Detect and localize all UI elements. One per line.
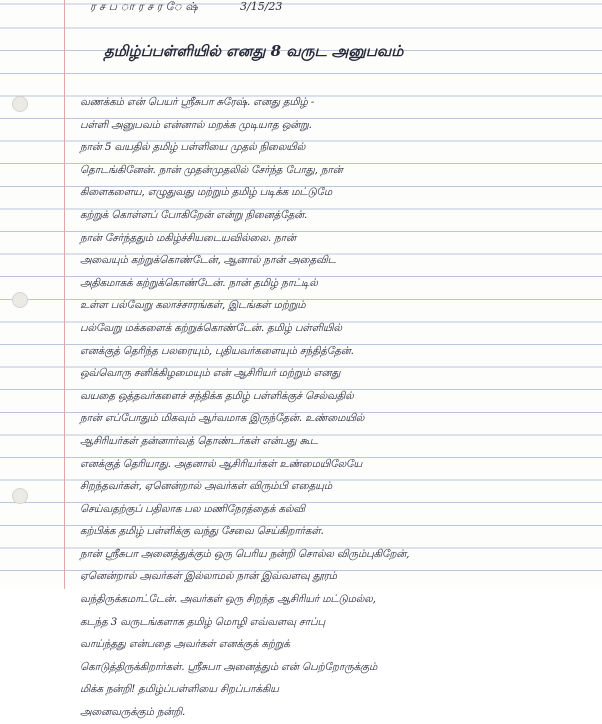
essay-line: ஆசிரியர்கள் தன்னார்வத் தொண்டர்கள் என்பது கூட <box>80 434 318 447</box>
essay-line: கிளைகளைய, எழுதுவது மற்றும் தமிழ் படிக்க மட்டுமே <box>80 186 333 199</box>
binder-hole <box>12 488 28 504</box>
essay-line: தொடங்கினேன். நான் முதன்முதலில் சேர்ந்த போது, நான் <box>80 163 343 176</box>
essay-date: 3/15/23 <box>240 0 283 13</box>
student-name: ர ச ப ா ர ச ர ே ஷ் <box>90 0 198 13</box>
essay-line: அனைவருக்கும் நன்றி. <box>80 706 186 719</box>
essay-line: வாய்ந்தது என்பதை அவர்கள் எனக்குக் கற்றுக் <box>80 638 290 651</box>
essay-line: மிக்க நன்றி! தமிழ்ப்பள்ளியை சிறப்பாக்கிய <box>80 683 279 696</box>
essay-line: நான் சேர்ந்ததும் மகிழ்ச்சியடையவில்லை. நான் <box>80 231 296 244</box>
essay-line: கொடுத்திருக்கிறார்கள். ஸ்ரீசுபா அனைத்தும் என் பெற்றோருக்கும் <box>80 660 378 673</box>
essay-line: நான் எப்போதும் மிகவும் ஆர்வமாக இருந்தேன். உண்மையில் <box>80 412 365 425</box>
essay-body <box>80 91 585 724</box>
essay-line: வயதை ஒத்தவர்களைச் சந்திக்க தமிழ் பள்ளிக்குச் செல்வதில் <box>80 389 354 402</box>
binder-hole <box>12 96 28 112</box>
essay-line: எனக்குத் தெரியாது. அதனால் ஆசிரியர்கள் உண்மையிலேயே <box>80 457 363 470</box>
essay-line: கடந்த 3 வருடங்களாக தமிழ் மொழி எவ்வளவு சாப்பு <box>80 615 326 628</box>
essay-line: பள்ளி அனுபவம் என்னால் மறக்க முடியாத ஒன்று. <box>80 118 312 131</box>
essay-line: சிறந்தவர்கள், ஏனென்றால் அவர்கள் விரும்பி எதையும் <box>80 480 333 493</box>
essay-line: வணக்கம் என் பெயர் ஸ்ரீசுபா சுரேஷ். எனது தமிழ் - <box>80 96 315 108</box>
binder-hole <box>12 292 28 308</box>
essay-line: உள்ள பல்வேறு கலாச்சாரங்கள், இடங்கள் மற்றும் <box>80 299 306 312</box>
essay-line: அதிகமாகக் கற்றுக்கொண்டேன். நான் தமிழ் நாட்டில் <box>80 276 318 289</box>
essay-line: வந்திருக்கமாட்டேன். அவர்கள் ஒரு சிறந்த ஆசிரியர் மட்டுமல்ல, <box>80 593 376 606</box>
page-margin-line <box>64 0 65 589</box>
essay-title: தமிழ்ப்பள்ளியில் எனது 8 வருட அனுபவம் <box>104 42 404 60</box>
essay-line: கற்பிக்க தமிழ் பள்ளிக்கு வந்து சேவை செய்கிறார்கள். <box>80 525 324 538</box>
essay-line: செய்வதற்குப் பதிலாக பல மணிநேரத்தைக் கல்வி <box>80 502 305 515</box>
header-line <box>90 0 283 16</box>
essay-line: பல்வேறு மக்களைக் கற்றுக்கொண்டேன். தமிழ் பள்ளியில் <box>80 321 342 334</box>
essay-line: ஏனென்றால் அவர்கள் இல்லாமல் நான் இவ்வளவு தூரம் <box>80 570 337 583</box>
essay-line: அவையும் கற்றுக்கொண்டேன், ஆனால் நான் அதைவிட <box>80 254 336 267</box>
essay-line: எனக்குத் தெரிந்த பலரையும், புதியவர்களையும் சந்தித்தேன். <box>80 344 354 357</box>
essay-line: நான் ஸ்ரீசுபா அனைத்துக்கும் ஒரு பெரிய நன்றி சொல்ல விரும்புகிறேன், <box>80 547 410 560</box>
essay-line: ஒவ்வொரு சனிக்கிழமையும் என் ஆசிரியர் மற்றும் எனது <box>80 367 341 380</box>
essay-line: நான் 5 வயதில் தமிழ் பள்ளியை முதல் நிலையில் <box>80 141 306 154</box>
essay-line: கற்றுக் கொள்ளப் போகிறேன் என்று நினைத்தேன். <box>80 208 308 221</box>
